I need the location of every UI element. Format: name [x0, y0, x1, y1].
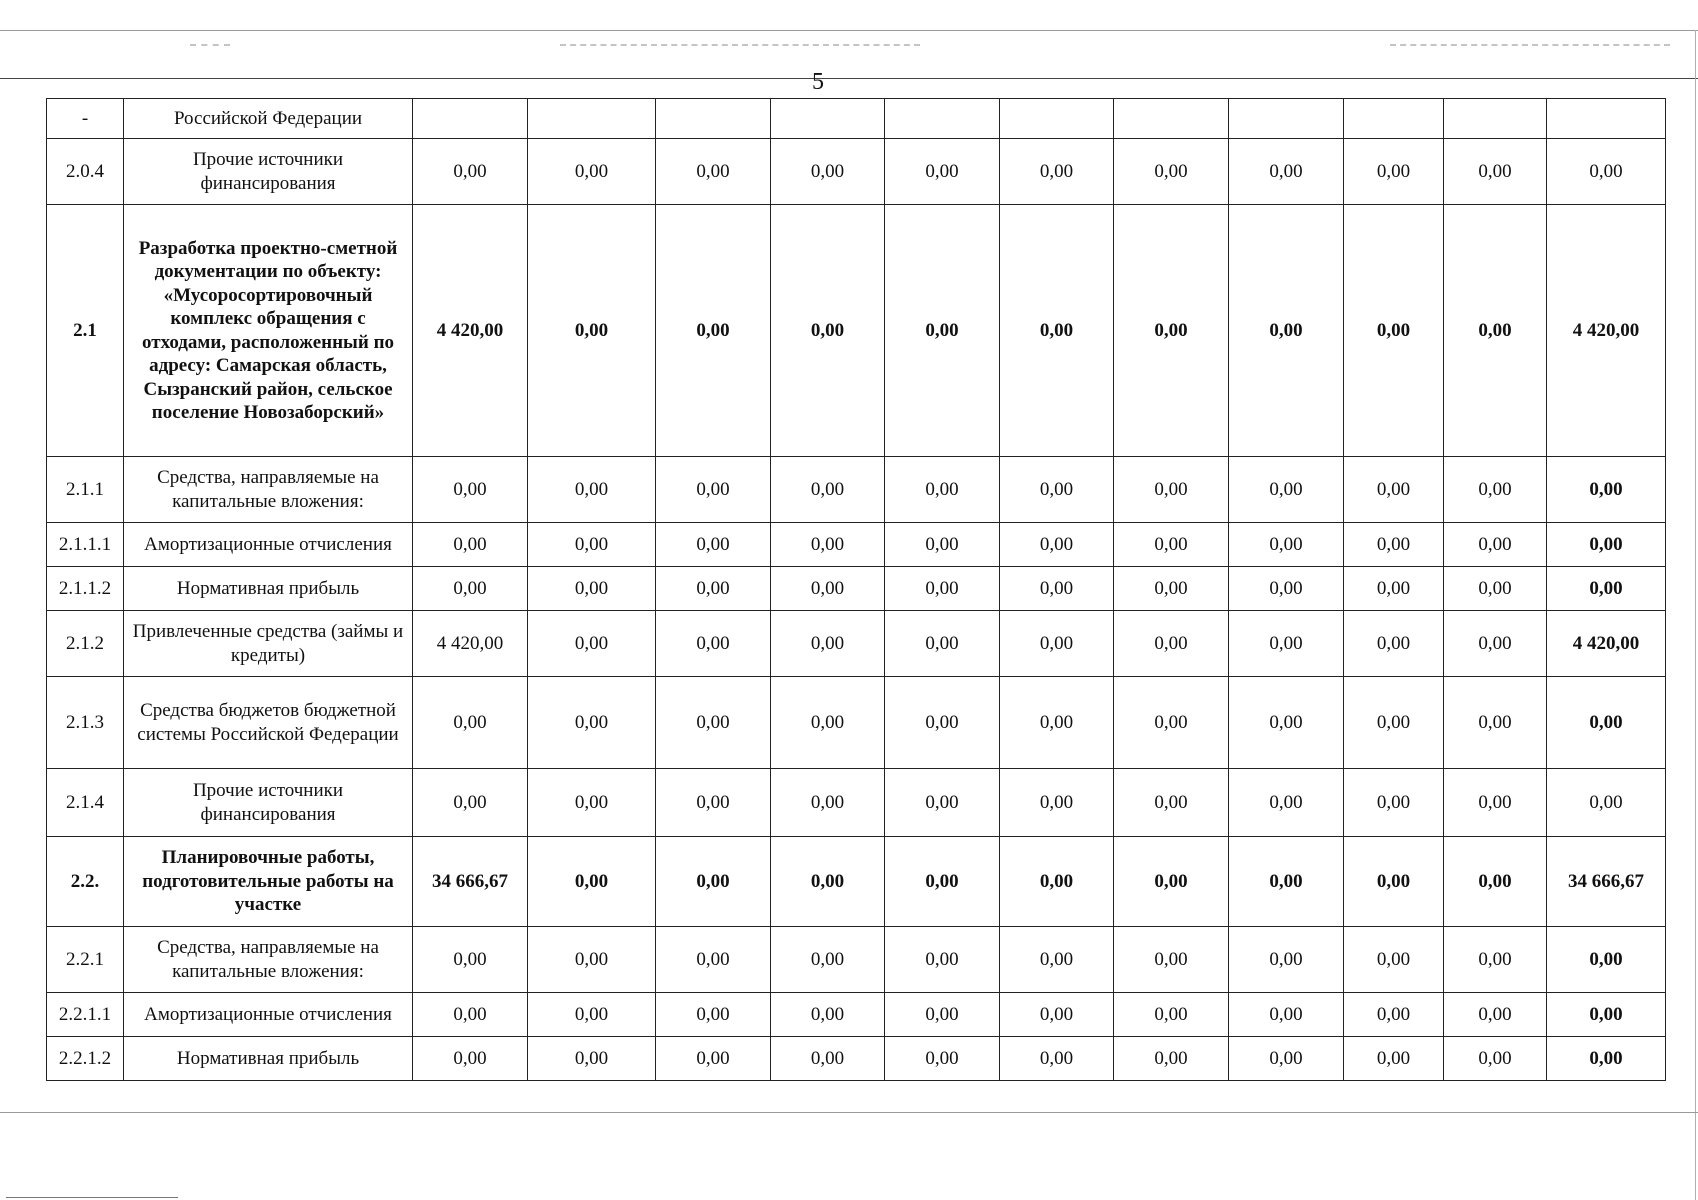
- value-cell: 0,00: [656, 205, 771, 457]
- table-row: [47, 611, 1666, 677]
- value-cell: 0,00: [1344, 205, 1444, 457]
- row-code: 2.1: [47, 205, 124, 457]
- value-cell: 0,00: [771, 139, 885, 205]
- value-cell: 0,00: [1229, 457, 1344, 523]
- value-cell: 0,00: [1229, 611, 1344, 677]
- value-cell: 0,00: [413, 457, 528, 523]
- value-cell: 0,00: [1000, 769, 1114, 837]
- row-code: 2.2.1.2: [47, 1037, 124, 1081]
- value-cell: 0,00: [1344, 837, 1444, 927]
- value-cell: 0,00: [1344, 567, 1444, 611]
- table-row: [47, 1037, 1666, 1081]
- value-cell: [771, 99, 885, 139]
- value-cell: 0,00: [1229, 677, 1344, 769]
- value-cell: 0,00: [413, 769, 528, 837]
- value-cell: 0,00: [528, 205, 656, 457]
- value-cell: 0,00: [1114, 769, 1229, 837]
- scan-header-rule: [0, 78, 1698, 79]
- value-cell: 0,00: [1229, 837, 1344, 927]
- value-cell: 0,00: [1000, 567, 1114, 611]
- value-cell: 0,00: [528, 139, 656, 205]
- value-cell: 0,00: [885, 523, 1000, 567]
- value-cell: 0,00: [1114, 139, 1229, 205]
- value-cell: 0,00: [1444, 567, 1547, 611]
- value-cell: 0,00: [885, 927, 1000, 993]
- value-cell: 0,00: [1444, 837, 1547, 927]
- table-row: [47, 769, 1666, 837]
- value-cell: 0,00: [1444, 139, 1547, 205]
- value-cell: 4 420,00: [413, 205, 528, 457]
- row-name: Российской Федерации: [124, 99, 413, 139]
- value-cell: [1444, 99, 1547, 139]
- table-row: [47, 523, 1666, 567]
- row-name: Планировочные работы, подготовительные работы на участке: [124, 837, 413, 927]
- value-cell: 0,00: [528, 611, 656, 677]
- row-name: Средства, направляемые на капитальные вложения:: [124, 927, 413, 993]
- value-cell: 0,00: [1000, 611, 1114, 677]
- row-code: 2.1.2: [47, 611, 124, 677]
- value-cell: 0,00: [656, 523, 771, 567]
- value-cell: 0,00: [1444, 993, 1547, 1037]
- value-cell: [413, 99, 528, 139]
- value-cell: 34 666,67: [413, 837, 528, 927]
- value-cell: 0,00: [771, 993, 885, 1037]
- value-cell: 0,00: [1000, 205, 1114, 457]
- value-cell: 0,00: [413, 1037, 528, 1081]
- value-cell: 0,00: [528, 927, 656, 993]
- value-cell: 0,00: [528, 837, 656, 927]
- value-cell: 0,00: [1344, 457, 1444, 523]
- value-cell: 0,00: [656, 769, 771, 837]
- value-cell: [1000, 99, 1114, 139]
- value-cell: [885, 99, 1000, 139]
- table-row: [47, 205, 1666, 457]
- value-cell: 0,00: [771, 1037, 885, 1081]
- value-cell: [1229, 99, 1344, 139]
- value-cell: 0,00: [528, 769, 656, 837]
- value-cell: 0,00: [1444, 769, 1547, 837]
- value-cell: 0,00: [528, 1037, 656, 1081]
- value-cell: 0,00: [656, 457, 771, 523]
- value-cell: 0,00: [771, 769, 885, 837]
- scan-artifact: [1390, 44, 1670, 49]
- value-cell: 0,00: [885, 139, 1000, 205]
- value-cell: 0,00: [413, 927, 528, 993]
- value-cell: 0,00: [1547, 677, 1666, 769]
- page-number: 5: [812, 69, 824, 95]
- scan-top-rule: [0, 30, 1698, 31]
- table-row: [47, 927, 1666, 993]
- value-cell: 0,00: [528, 993, 656, 1037]
- row-name: Прочие источники финансирования: [124, 139, 413, 205]
- value-cell: 0,00: [1229, 139, 1344, 205]
- value-cell: 0,00: [1000, 677, 1114, 769]
- row-code: 2.1.1: [47, 457, 124, 523]
- row-code: 2.2.1: [47, 927, 124, 993]
- row-code: 2.1.3: [47, 677, 124, 769]
- value-cell: 0,00: [1444, 677, 1547, 769]
- value-cell: 0,00: [656, 993, 771, 1037]
- value-cell: 0,00: [1547, 993, 1666, 1037]
- value-cell: 0,00: [1344, 523, 1444, 567]
- value-cell: [1344, 99, 1444, 139]
- value-cell: 0,00: [885, 611, 1000, 677]
- row-code: 2.2.1.1: [47, 993, 124, 1037]
- value-cell: 0,00: [885, 567, 1000, 611]
- value-cell: 0,00: [1000, 139, 1114, 205]
- value-cell: 0,00: [885, 769, 1000, 837]
- scan-artifact: [190, 44, 230, 49]
- value-cell: 0,00: [1114, 567, 1229, 611]
- value-cell: 0,00: [1444, 205, 1547, 457]
- financing-table: [46, 98, 1666, 1081]
- table-body: [47, 99, 1666, 1081]
- row-name: Нормативная прибыль: [124, 567, 413, 611]
- table-row: [47, 99, 1666, 139]
- value-cell: 0,00: [1344, 993, 1444, 1037]
- value-cell: 0,00: [771, 677, 885, 769]
- scan-artifact: [560, 44, 920, 49]
- value-cell: 0,00: [771, 567, 885, 611]
- value-cell: 0,00: [1229, 523, 1344, 567]
- value-cell: 0,00: [1344, 769, 1444, 837]
- value-cell: 0,00: [1229, 567, 1344, 611]
- value-cell: 0,00: [1229, 993, 1344, 1037]
- value-cell: 0,00: [771, 523, 885, 567]
- scan-bottom-rule: [0, 1112, 1698, 1113]
- value-cell: 0,00: [1344, 139, 1444, 205]
- table-row: [47, 837, 1666, 927]
- value-cell: 0,00: [1547, 523, 1666, 567]
- value-cell: [656, 99, 771, 139]
- scan-right-edge: [1695, 30, 1696, 1200]
- value-cell: 0,00: [1344, 1037, 1444, 1081]
- value-cell: 0,00: [771, 205, 885, 457]
- value-cell: [1114, 99, 1229, 139]
- row-name: Привлеченные средства (займы и кредиты): [124, 611, 413, 677]
- row-name: Разработка проектно-сметной документации по объекту: «Мусоросортировочный комплекс обращения с отходами, расположенный по адресу: Самарская область, Сызранский район, сельское поселение Новозаборский»: [124, 205, 413, 457]
- row-code: 2.1.1.2: [47, 567, 124, 611]
- value-cell: 0,00: [885, 1037, 1000, 1081]
- value-cell: 34 666,67: [1547, 837, 1666, 927]
- table-row: [47, 677, 1666, 769]
- value-cell: 0,00: [1547, 457, 1666, 523]
- value-cell: 0,00: [1114, 457, 1229, 523]
- value-cell: 0,00: [1344, 927, 1444, 993]
- row-name: Средства, направляемые на капитальные вложения:: [124, 457, 413, 523]
- value-cell: 0,00: [1229, 205, 1344, 457]
- value-cell: 0,00: [1547, 927, 1666, 993]
- value-cell: 0,00: [413, 567, 528, 611]
- value-cell: 0,00: [413, 677, 528, 769]
- value-cell: 0,00: [1114, 1037, 1229, 1081]
- value-cell: 0,00: [1000, 993, 1114, 1037]
- row-code: -: [47, 99, 124, 139]
- value-cell: 0,00: [771, 457, 885, 523]
- value-cell: 0,00: [413, 993, 528, 1037]
- value-cell: 0,00: [1444, 1037, 1547, 1081]
- value-cell: 0,00: [1444, 457, 1547, 523]
- value-cell: 0,00: [656, 677, 771, 769]
- value-cell: 0,00: [1344, 677, 1444, 769]
- value-cell: 0,00: [413, 523, 528, 567]
- value-cell: 0,00: [1114, 523, 1229, 567]
- row-name: Прочие источники финансирования: [124, 769, 413, 837]
- value-cell: 0,00: [1114, 837, 1229, 927]
- value-cell: 0,00: [1229, 1037, 1344, 1081]
- value-cell: 0,00: [656, 611, 771, 677]
- table-row: [47, 567, 1666, 611]
- row-code: 2.1.4: [47, 769, 124, 837]
- value-cell: 0,00: [1114, 205, 1229, 457]
- value-cell: [528, 99, 656, 139]
- value-cell: 0,00: [1444, 927, 1547, 993]
- value-cell: 0,00: [1547, 1037, 1666, 1081]
- table-row: [47, 993, 1666, 1037]
- value-cell: 0,00: [885, 837, 1000, 927]
- footnote-rule: [6, 1197, 178, 1198]
- value-cell: 0,00: [656, 837, 771, 927]
- value-cell: 0,00: [1000, 1037, 1114, 1081]
- value-cell: 0,00: [656, 139, 771, 205]
- value-cell: 0,00: [528, 567, 656, 611]
- value-cell: 0,00: [885, 457, 1000, 523]
- value-cell: 0,00: [528, 677, 656, 769]
- value-cell: 0,00: [1444, 611, 1547, 677]
- value-cell: 0,00: [1547, 567, 1666, 611]
- row-name: Амортизационные отчисления: [124, 993, 413, 1037]
- value-cell: 0,00: [1344, 611, 1444, 677]
- row-name: Нормативная прибыль: [124, 1037, 413, 1081]
- value-cell: 0,00: [1000, 523, 1114, 567]
- value-cell: 0,00: [1444, 523, 1547, 567]
- value-cell: 0,00: [1547, 139, 1666, 205]
- value-cell: 0,00: [771, 611, 885, 677]
- value-cell: 0,00: [1229, 769, 1344, 837]
- value-cell: 0,00: [656, 1037, 771, 1081]
- value-cell: 4 420,00: [1547, 205, 1666, 457]
- value-cell: 0,00: [528, 523, 656, 567]
- value-cell: 0,00: [1000, 837, 1114, 927]
- table-row: [47, 139, 1666, 205]
- row-name: Средства бюджетов бюджетной системы Российской Федерации: [124, 677, 413, 769]
- row-code: 2.2.: [47, 837, 124, 927]
- value-cell: 0,00: [1000, 927, 1114, 993]
- table-row: [47, 457, 1666, 523]
- value-cell: 0,00: [1114, 927, 1229, 993]
- value-cell: 0,00: [1000, 457, 1114, 523]
- value-cell: 0,00: [885, 677, 1000, 769]
- value-cell: 0,00: [1229, 927, 1344, 993]
- row-code: 2.1.1.1: [47, 523, 124, 567]
- value-cell: [1547, 99, 1666, 139]
- value-cell: 4 420,00: [413, 611, 528, 677]
- value-cell: 0,00: [1114, 677, 1229, 769]
- value-cell: 0,00: [1114, 993, 1229, 1037]
- value-cell: 0,00: [413, 139, 528, 205]
- value-cell: 0,00: [656, 567, 771, 611]
- value-cell: 0,00: [1114, 611, 1229, 677]
- value-cell: 0,00: [656, 927, 771, 993]
- value-cell: 0,00: [885, 205, 1000, 457]
- value-cell: 0,00: [885, 993, 1000, 1037]
- row-code: 2.0.4: [47, 139, 124, 205]
- value-cell: 0,00: [528, 457, 656, 523]
- value-cell: 0,00: [1547, 769, 1666, 837]
- value-cell: 0,00: [771, 927, 885, 993]
- value-cell: 4 420,00: [1547, 611, 1666, 677]
- row-name: Амортизационные отчисления: [124, 523, 413, 567]
- value-cell: 0,00: [771, 837, 885, 927]
